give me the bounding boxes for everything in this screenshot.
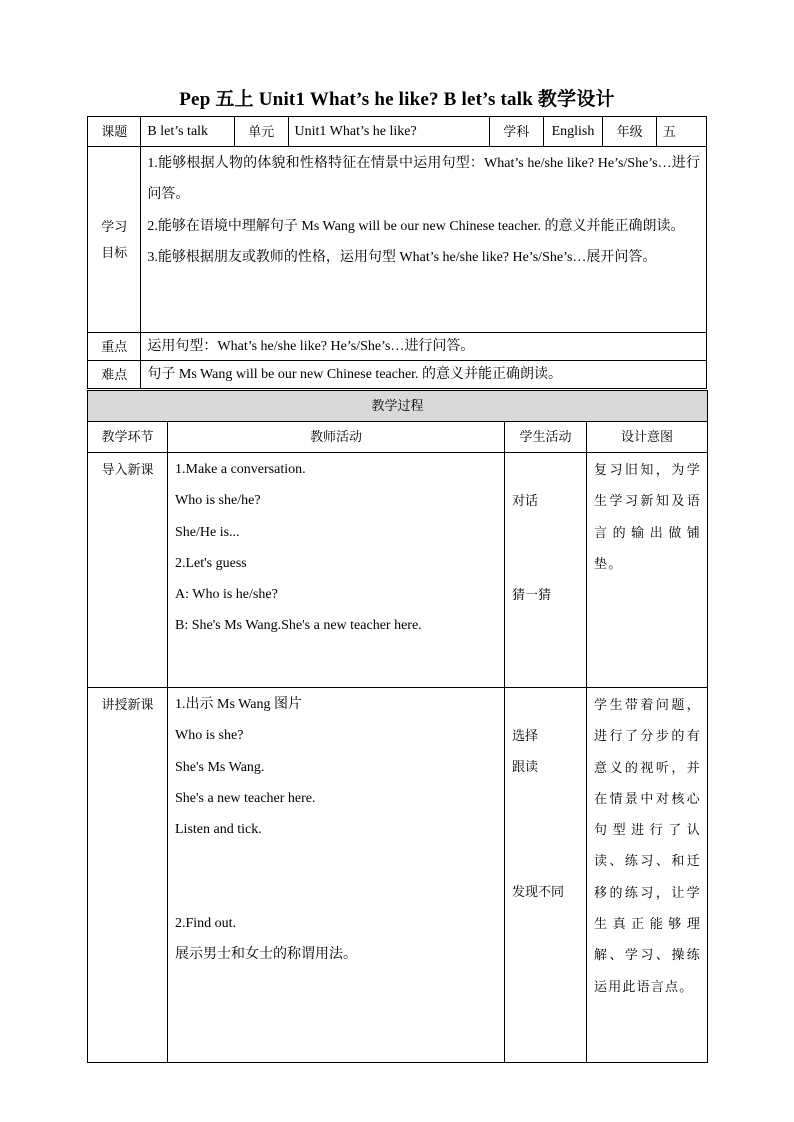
student-activity: 对话 (512, 493, 539, 508)
teacher-line: 展示男士和女士的称谓用法。 (175, 947, 357, 963)
table-row (88, 453, 708, 688)
unit-value: Unit1 What’s he like? (288, 117, 490, 147)
stage-cell: 讲授新课 (88, 688, 168, 1063)
difficulty-value: 句子 Ms Wang will be our new Chinese teacher. 的意义并能正确朗读。 (141, 361, 707, 389)
goals-label-line1: 学习 (101, 218, 128, 234)
teacher-activity-cell (168, 453, 505, 688)
grade-value: 五 (656, 117, 706, 147)
student-activity-cell (505, 688, 587, 1063)
goals-label (88, 147, 141, 333)
teacher-line: 2.Let's guess (175, 555, 247, 571)
teaching-process-table (87, 390, 708, 1063)
process-band: 教学过程 (88, 391, 708, 422)
teacher-line: 2.Find out. (175, 916, 237, 932)
difficulty-label: 难点 (88, 361, 141, 389)
teacher-line: Who is she/he? (175, 493, 261, 509)
table-row (88, 688, 708, 1063)
topic-value: B let’s talk (141, 117, 235, 147)
student-activity: 猜一猜 (512, 586, 552, 602)
teacher-line: Listen and tick. (175, 822, 262, 838)
column-header-students: 学生活动 (505, 422, 587, 453)
subject-value: English (543, 117, 603, 147)
column-header-design: 设计意图 (587, 422, 708, 453)
teacher-line: Who is she? (175, 728, 244, 744)
teacher-line: B: She's Ms Wang.She's a new teacher here. (175, 618, 422, 634)
key-point-value: 运用句型：What’s he/she like? He’s/She’s…进行问答。 (141, 333, 707, 361)
teacher-activity-cell (168, 688, 505, 1063)
stage-cell: 导入新课 (88, 453, 168, 688)
design-intent-cell: 学生带着问题，进行了分步的有意义的视听，并在情景中对核心句型进行了认读、练习、和迁移的练习，让学生真正能够理解、学习、操练运用此语言点。 (587, 688, 708, 1063)
teacher-line: A: Who is he/she? (175, 587, 278, 603)
column-header-teacher: 教师活动 (168, 422, 505, 453)
lesson-info-table (87, 116, 707, 389)
design-intent-cell: 复习旧知，为学生学习新知及语言的输出做铺垫。 (587, 453, 708, 688)
student-activity-cell (505, 453, 587, 688)
teacher-line: She's a new teacher here. (175, 790, 316, 806)
goals-label-line2: 目标 (101, 244, 128, 260)
teacher-line: She/He is... (175, 524, 240, 540)
topic-label: 课题 (88, 117, 141, 147)
teacher-line: She's Ms Wang. (175, 759, 265, 775)
student-activity: 跟读 (512, 759, 539, 775)
grade-label: 年级 (603, 117, 656, 147)
goal-item: 2.能够在语境中理解句子 Ms Wang will be our new Chinese teacher. 的意义并能正确朗读。 (147, 218, 685, 234)
teacher-line: 1.出示 Ms Wang 图片 (175, 697, 302, 712)
teacher-line: 1.Make a conversation. (175, 462, 306, 477)
unit-label: 单元 (235, 117, 288, 147)
student-activity: 选择 (512, 728, 539, 743)
goals-content (141, 147, 707, 333)
key-point-label: 重点 (88, 333, 141, 361)
goal-item: 3.能够根据朋友或教师的性格，运用句型 What’s he/she like? He’s/She’s…展开问答。 (147, 249, 657, 265)
subject-label: 学科 (490, 117, 543, 147)
student-activity: 发现不同 (512, 884, 565, 900)
document-title: Pep 五上 Unit1 What’s he like? B let’s talk 教学设计 (179, 89, 615, 110)
column-header-stage: 教学环节 (88, 422, 168, 453)
goal-item: 1.能够根据人物的体貌和性格特征在情景中运用句型：What’s he/she like? He’s/She’s…进行问答。 (147, 156, 700, 203)
